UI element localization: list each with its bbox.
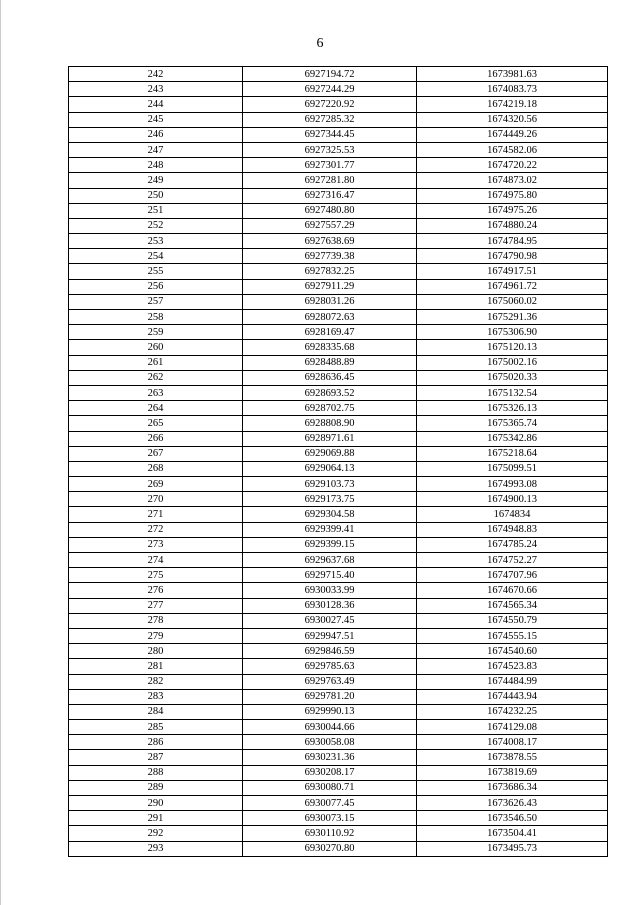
- y-coordinate-cell: 1674484.99: [417, 674, 608, 689]
- table-row: [69, 613, 608, 628]
- table-row: [69, 674, 608, 689]
- table-row: [69, 82, 608, 97]
- x-coordinate-cell: 6929399.41: [243, 522, 417, 537]
- x-coordinate-cell: 6927557.29: [243, 218, 417, 233]
- y-coordinate-cell: 1674219.18: [417, 97, 608, 112]
- y-coordinate-cell: 1674129.08: [417, 720, 608, 735]
- point-number-cell: 289: [69, 780, 243, 795]
- point-number-cell: 285: [69, 720, 243, 735]
- point-number-cell: 277: [69, 598, 243, 613]
- y-coordinate-cell: 1674790.98: [417, 249, 608, 264]
- point-number-cell: 278: [69, 613, 243, 628]
- y-coordinate-cell: 1674720.22: [417, 158, 608, 173]
- y-coordinate-cell: 1673546.50: [417, 811, 608, 826]
- point-number-cell: 257: [69, 294, 243, 309]
- point-number-cell: 243: [69, 82, 243, 97]
- table-row: [69, 553, 608, 568]
- y-coordinate-cell: 1674948.83: [417, 522, 608, 537]
- point-number-cell: 242: [69, 67, 243, 82]
- x-coordinate-cell: 6928335.68: [243, 340, 417, 355]
- y-coordinate-cell: 1674873.02: [417, 173, 608, 188]
- point-number-cell: 264: [69, 401, 243, 416]
- x-coordinate-cell: 6927911.29: [243, 279, 417, 294]
- point-number-cell: 270: [69, 492, 243, 507]
- table-row: [69, 750, 608, 765]
- table-row: [69, 310, 608, 325]
- point-number-cell: 281: [69, 659, 243, 674]
- x-coordinate-cell: 6927344.45: [243, 127, 417, 142]
- x-coordinate-cell: 6927832.25: [243, 264, 417, 279]
- point-number-cell: 274: [69, 553, 243, 568]
- table-row: [69, 264, 608, 279]
- x-coordinate-cell: 6930080.71: [243, 780, 417, 795]
- x-coordinate-cell: 6928702.75: [243, 401, 417, 416]
- table-row: [69, 461, 608, 476]
- y-coordinate-cell: 1674083.73: [417, 82, 608, 97]
- y-coordinate-cell: 1673686.34: [417, 780, 608, 795]
- y-coordinate-cell: 1674975.26: [417, 203, 608, 218]
- x-coordinate-cell: 6930058.08: [243, 735, 417, 750]
- y-coordinate-cell: 1674784.95: [417, 234, 608, 249]
- y-coordinate-cell: 1674670.66: [417, 583, 608, 598]
- table-row: [69, 477, 608, 492]
- table-row: [69, 431, 608, 446]
- x-coordinate-cell: 6930128.36: [243, 598, 417, 613]
- y-coordinate-cell: 1674565.34: [417, 598, 608, 613]
- x-coordinate-cell: 6927244.29: [243, 82, 417, 97]
- table-row: [69, 188, 608, 203]
- y-coordinate-cell: 1675291.36: [417, 310, 608, 325]
- y-coordinate-cell: 1673504.41: [417, 826, 608, 841]
- x-coordinate-cell: 6930208.17: [243, 765, 417, 780]
- x-coordinate-cell: 6928488.89: [243, 355, 417, 370]
- point-number-cell: 259: [69, 325, 243, 340]
- point-number-cell: 262: [69, 370, 243, 385]
- point-number-cell: 263: [69, 385, 243, 400]
- y-coordinate-cell: 1674785.24: [417, 537, 608, 552]
- table-row: [69, 249, 608, 264]
- table-row: [69, 127, 608, 142]
- point-number-cell: 293: [69, 841, 243, 856]
- point-number-cell: 249: [69, 173, 243, 188]
- table-row: [69, 370, 608, 385]
- point-number-cell: 266: [69, 431, 243, 446]
- scan-edge: [0, 0, 1, 905]
- point-number-cell: 288: [69, 765, 243, 780]
- coordinates-table-body: [69, 67, 608, 857]
- table-row: [69, 583, 608, 598]
- y-coordinate-cell: 1673819.69: [417, 765, 608, 780]
- point-number-cell: 253: [69, 234, 243, 249]
- x-coordinate-cell: 6929304.58: [243, 507, 417, 522]
- y-coordinate-cell: 1675326.13: [417, 401, 608, 416]
- point-number-cell: 286: [69, 735, 243, 750]
- x-coordinate-cell: 6929064.13: [243, 461, 417, 476]
- x-coordinate-cell: 6927480.80: [243, 203, 417, 218]
- table-row: [69, 355, 608, 370]
- table-row: [69, 492, 608, 507]
- point-number-cell: 272: [69, 522, 243, 537]
- y-coordinate-cell: 1674320.56: [417, 112, 608, 127]
- y-coordinate-cell: 1673495.73: [417, 841, 608, 856]
- table-row: [69, 796, 608, 811]
- table-row: [69, 522, 608, 537]
- y-coordinate-cell: 1674880.24: [417, 218, 608, 233]
- point-number-cell: 265: [69, 416, 243, 431]
- point-number-cell: 291: [69, 811, 243, 826]
- y-coordinate-cell: 1674449.26: [417, 127, 608, 142]
- y-coordinate-cell: 1674540.60: [417, 644, 608, 659]
- point-number-cell: 258: [69, 310, 243, 325]
- table-row: [69, 765, 608, 780]
- y-coordinate-cell: 1674523.83: [417, 659, 608, 674]
- x-coordinate-cell: 6929781.20: [243, 689, 417, 704]
- point-number-cell: 260: [69, 340, 243, 355]
- table-row: [69, 598, 608, 613]
- x-coordinate-cell: 6927316.47: [243, 188, 417, 203]
- coordinates-table: [68, 66, 608, 857]
- y-coordinate-cell: 1675306.90: [417, 325, 608, 340]
- point-number-cell: 255: [69, 264, 243, 279]
- table-row: [69, 385, 608, 400]
- table-row: [69, 234, 608, 249]
- x-coordinate-cell: 6927638.69: [243, 234, 417, 249]
- table-row: [69, 659, 608, 674]
- x-coordinate-cell: 6930073.15: [243, 811, 417, 826]
- table-row: [69, 704, 608, 719]
- point-number-cell: 283: [69, 689, 243, 704]
- y-coordinate-cell: 1674707.96: [417, 568, 608, 583]
- y-coordinate-cell: 1673981.63: [417, 67, 608, 82]
- table-row: [69, 446, 608, 461]
- x-coordinate-cell: 6929637.68: [243, 553, 417, 568]
- point-number-cell: 269: [69, 477, 243, 492]
- point-number-cell: 250: [69, 188, 243, 203]
- table-row: [69, 158, 608, 173]
- table-row: [69, 401, 608, 416]
- y-coordinate-cell: 1673626.43: [417, 796, 608, 811]
- x-coordinate-cell: 6930110.92: [243, 826, 417, 841]
- y-coordinate-cell: 1675132.54: [417, 385, 608, 400]
- table-row: [69, 279, 608, 294]
- y-coordinate-cell: 1675002.16: [417, 355, 608, 370]
- point-number-cell: 290: [69, 796, 243, 811]
- point-number-cell: 284: [69, 704, 243, 719]
- x-coordinate-cell: 6930044.66: [243, 720, 417, 735]
- point-number-cell: 247: [69, 142, 243, 157]
- point-number-cell: 287: [69, 750, 243, 765]
- x-coordinate-cell: 6930270.80: [243, 841, 417, 856]
- x-coordinate-cell: 6927194.72: [243, 67, 417, 82]
- table-row: [69, 780, 608, 795]
- x-coordinate-cell: 6928693.52: [243, 385, 417, 400]
- y-coordinate-cell: 1675342.86: [417, 431, 608, 446]
- table-row: [69, 325, 608, 340]
- point-number-cell: 275: [69, 568, 243, 583]
- point-number-cell: 256: [69, 279, 243, 294]
- table-row: [69, 97, 608, 112]
- point-number-cell: 245: [69, 112, 243, 127]
- point-number-cell: 282: [69, 674, 243, 689]
- point-number-cell: 280: [69, 644, 243, 659]
- table-row: [69, 294, 608, 309]
- table-row: [69, 826, 608, 841]
- point-number-cell: 268: [69, 461, 243, 476]
- y-coordinate-cell: 1675218.64: [417, 446, 608, 461]
- y-coordinate-cell: 1674993.08: [417, 477, 608, 492]
- point-number-cell: 273: [69, 537, 243, 552]
- point-number-cell: 292: [69, 826, 243, 841]
- table-row: [69, 218, 608, 233]
- y-coordinate-cell: 1673878.55: [417, 750, 608, 765]
- table-row: [69, 689, 608, 704]
- x-coordinate-cell: 6928072.63: [243, 310, 417, 325]
- x-coordinate-cell: 6929785.63: [243, 659, 417, 674]
- x-coordinate-cell: 6929173.75: [243, 492, 417, 507]
- x-coordinate-cell: 6930027.45: [243, 613, 417, 628]
- x-coordinate-cell: 6929715.40: [243, 568, 417, 583]
- y-coordinate-cell: 1674917.51: [417, 264, 608, 279]
- table-row: [69, 173, 608, 188]
- y-coordinate-cell: 1675120.13: [417, 340, 608, 355]
- table-row: [69, 203, 608, 218]
- y-coordinate-cell: 1674752.27: [417, 553, 608, 568]
- y-coordinate-cell: 1674582.06: [417, 142, 608, 157]
- table-row: [69, 507, 608, 522]
- y-coordinate-cell: 1675020.33: [417, 370, 608, 385]
- point-number-cell: 244: [69, 97, 243, 112]
- y-coordinate-cell: 1675060.02: [417, 294, 608, 309]
- table-row: [69, 811, 608, 826]
- x-coordinate-cell: 6927220.92: [243, 97, 417, 112]
- table-row: [69, 735, 608, 750]
- y-coordinate-cell: 1674555.15: [417, 628, 608, 643]
- x-coordinate-cell: 6927281.80: [243, 173, 417, 188]
- x-coordinate-cell: 6930077.45: [243, 796, 417, 811]
- point-number-cell: 248: [69, 158, 243, 173]
- table-row: [69, 112, 608, 127]
- x-coordinate-cell: 6927325.53: [243, 142, 417, 157]
- x-coordinate-cell: 6928031.26: [243, 294, 417, 309]
- point-number-cell: 254: [69, 249, 243, 264]
- table-row: [69, 67, 608, 82]
- x-coordinate-cell: 6929763.49: [243, 674, 417, 689]
- x-coordinate-cell: 6930033.99: [243, 583, 417, 598]
- point-number-cell: 261: [69, 355, 243, 370]
- x-coordinate-cell: 6928808.90: [243, 416, 417, 431]
- point-number-cell: 276: [69, 583, 243, 598]
- table-row: [69, 644, 608, 659]
- x-coordinate-cell: 6930231.36: [243, 750, 417, 765]
- x-coordinate-cell: 6927285.32: [243, 112, 417, 127]
- x-coordinate-cell: 6929399.15: [243, 537, 417, 552]
- y-coordinate-cell: 1674232.25: [417, 704, 608, 719]
- y-coordinate-cell: 1674975.80: [417, 188, 608, 203]
- table-row: [69, 340, 608, 355]
- point-number-cell: 279: [69, 628, 243, 643]
- table-row: [69, 142, 608, 157]
- x-coordinate-cell: 6927301.77: [243, 158, 417, 173]
- y-coordinate-cell: 1674008.17: [417, 735, 608, 750]
- y-coordinate-cell: 1674961.72: [417, 279, 608, 294]
- point-number-cell: 246: [69, 127, 243, 142]
- x-coordinate-cell: 6928169.47: [243, 325, 417, 340]
- y-coordinate-cell: 1674550.79: [417, 613, 608, 628]
- x-coordinate-cell: 6929103.73: [243, 477, 417, 492]
- x-coordinate-cell: 6929846.59: [243, 644, 417, 659]
- table-row: [69, 841, 608, 856]
- x-coordinate-cell: 6927739.38: [243, 249, 417, 264]
- y-coordinate-cell: 1675099.51: [417, 461, 608, 476]
- table-row: [69, 628, 608, 643]
- x-coordinate-cell: 6928636.45: [243, 370, 417, 385]
- y-coordinate-cell: 1674834: [417, 507, 608, 522]
- y-coordinate-cell: 1675365.74: [417, 416, 608, 431]
- point-number-cell: 251: [69, 203, 243, 218]
- y-coordinate-cell: 1674443.94: [417, 689, 608, 704]
- x-coordinate-cell: 6929069.88: [243, 446, 417, 461]
- y-coordinate-cell: 1674900.13: [417, 492, 608, 507]
- x-coordinate-cell: 6928971.61: [243, 431, 417, 446]
- x-coordinate-cell: 6929990.13: [243, 704, 417, 719]
- table-row: [69, 537, 608, 552]
- table-row: [69, 568, 608, 583]
- table-row: [69, 720, 608, 735]
- table-row: [69, 416, 608, 431]
- point-number-cell: 267: [69, 446, 243, 461]
- point-number-cell: 271: [69, 507, 243, 522]
- point-number-cell: 252: [69, 218, 243, 233]
- page-number: 6: [316, 36, 324, 51]
- x-coordinate-cell: 6929947.51: [243, 628, 417, 643]
